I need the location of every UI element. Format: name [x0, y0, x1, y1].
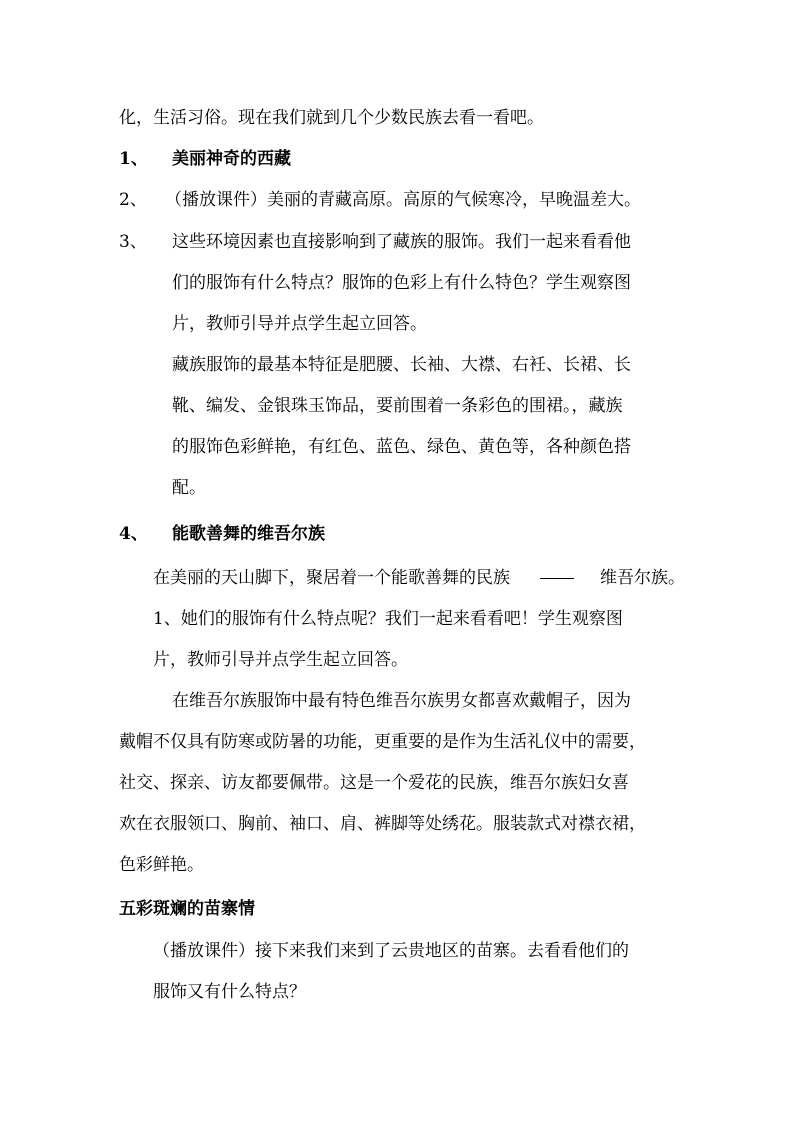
section-4-title: 能歌善舞的维吾尔族	[172, 524, 325, 544]
tibet-desc-line-2: 靴、编发、金银珠玉饰品，要前围着一条彩色的围裙。，藏族	[172, 396, 623, 416]
section-3-line-1: 这些环境因素也直接影响到了藏族的服饰。我们一起来看看他	[172, 232, 631, 252]
uyghur-intro-left: 在美丽的天山脚下，聚居着一个能歌善舞的民族	[153, 568, 510, 588]
miao-text-line-1: （播放课件）接下来我们来到了云贵地区的苗寨。去看看他们的	[153, 941, 629, 961]
uyghur-question-line-1: 1、她们的服饰有什么特点呢？我们一起来看看吧！学生观察图	[153, 609, 623, 629]
uyghur-desc-line-2: 戴帽不仅具有防寒或防暑的功能，更重要的是作为生活礼仪中的需要，	[119, 732, 646, 752]
em-dash-divider	[540, 578, 574, 579]
tibet-desc-line-3: 的服饰色彩鲜艳，有红色、蓝色、绿色、黄色等，各种颜色搭	[172, 437, 631, 457]
section-2-text: （播放课件）美丽的青藏高原。高原的气候寒冷，早晚温差大。	[165, 190, 641, 210]
section-1-title: 美丽神奇的西藏	[172, 149, 291, 169]
intro-line: 化，生活习俗。现在我们就到几个少数民族去看一看吧。	[119, 108, 544, 128]
uyghur-desc-line-3: 社交、探亲、访友都要佩带。这是一个爱花的民族，维吾尔族妇女喜	[119, 773, 629, 793]
section-3-line-3: 片，教师引导并点学生起立回答。	[172, 314, 427, 334]
miao-section-title: 五彩斑斓的苗寨情	[119, 899, 255, 919]
uyghur-question-line-2: 片，教师引导并点学生起立回答。	[153, 650, 408, 670]
section-4-number: 4、	[119, 524, 148, 544]
section-2-number: 2、	[119, 190, 147, 210]
uyghur-desc-line-5: 色彩鲜艳。	[119, 855, 204, 875]
tibet-desc-line-1: 藏族服饰的最基本特征是肥腰、长袖、大襟、右衽、长裙、长	[172, 355, 631, 375]
uyghur-desc-line-4: 欢在衣服领口、胸前、袖口、肩、裤脚等处绣花。服装款式对襟衣裙，	[119, 814, 646, 834]
section-3-number: 3、	[119, 232, 147, 252]
section-3-line-2: 们的服饰有什么特点？服饰的色彩上有什么特色？学生观察图	[172, 273, 631, 293]
uyghur-desc-line-1: 在维吾尔族服饰中最有特色维吾尔族男女都喜欢戴帽子，因为	[172, 691, 631, 711]
miao-text-line-2: 服饰又有什么特点？	[153, 982, 306, 1002]
uyghur-intro-right: 维吾尔族。	[600, 568, 685, 588]
tibet-desc-line-4: 配。	[172, 478, 206, 498]
section-1-number: 1、	[119, 149, 148, 169]
